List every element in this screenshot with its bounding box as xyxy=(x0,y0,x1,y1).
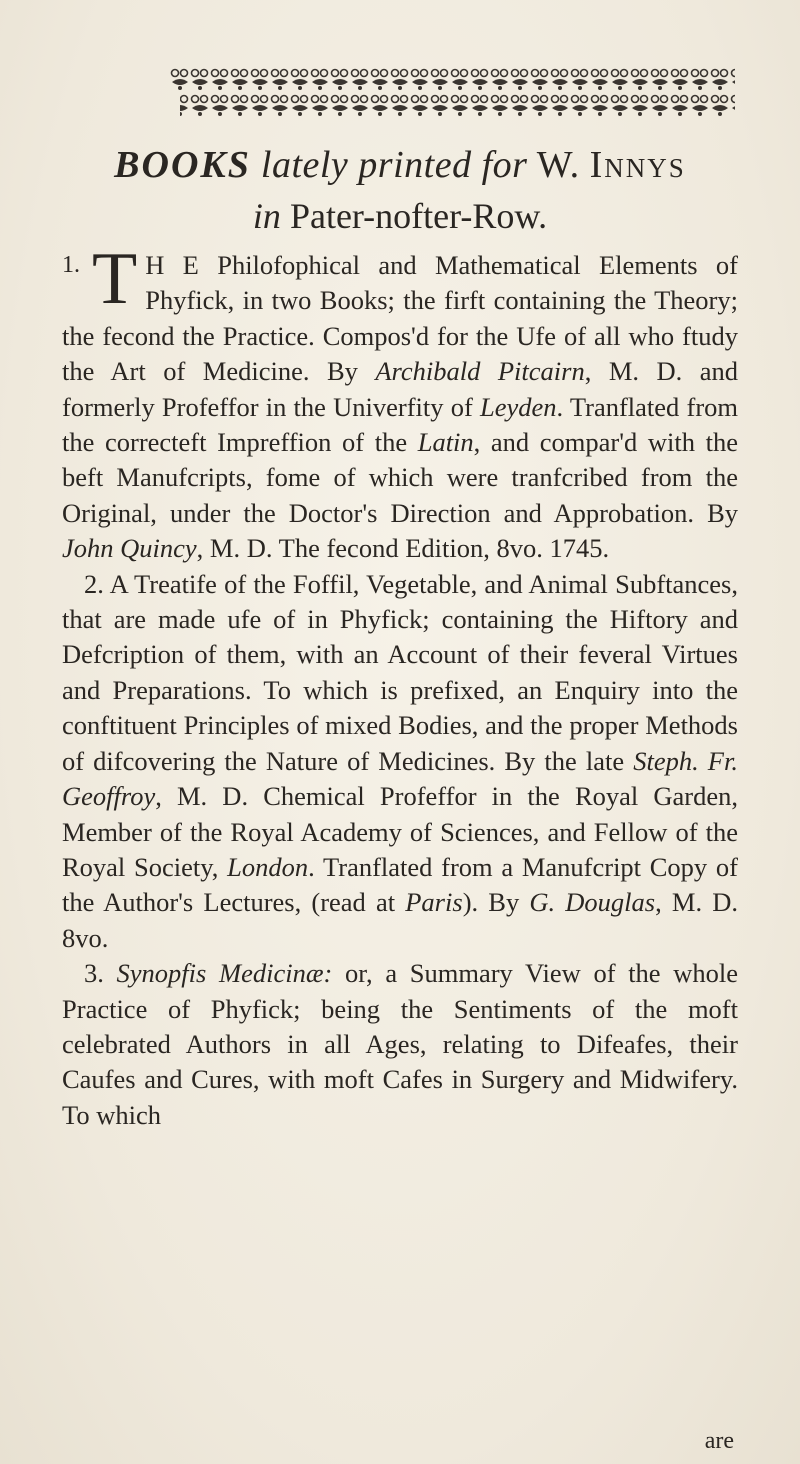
entry-text: , M. D. Chemical Profeffor in the Royal Garden, Member of the Royal Academy of Sciences, and Fellow of the Royal Society, xyxy=(62,781,738,882)
header-initial: W. xyxy=(536,144,580,186)
entry-text: , and compar'd with the beft Manufcripts, fome of which were tranfcribed from the Original, under the Doctor's Direction and Approbation. By xyxy=(62,427,738,528)
entry-translator: G. Douglas xyxy=(529,887,656,918)
entry-text: , M. D. The fecond Edition, 8vo. 1745. xyxy=(196,533,610,564)
entry-text: . Tranflated from a Manufcript Copy of the Author's Lectures, (read at xyxy=(62,851,738,918)
entry-place: Paris xyxy=(405,887,463,918)
entry-language: Latin xyxy=(417,427,474,458)
entry-text: , M. D. 8vo. xyxy=(62,887,738,953)
entry-text: H E Philofophical and Mathematical Elements of Phyfick, in two Books; the firft containing the Theory; the fecond the Practice. Compos'd for the Ufe of all who ftudy the Art of Medicine. By xyxy=(62,250,738,387)
entry-author: Archibald Pitcairn xyxy=(375,356,585,387)
header-location xyxy=(0,192,800,240)
entry-text: A Treatife of the Foffil, Vegetable, and Animal Subftances, that are made ufe of in Phyfick; containing the Hiftory and Defcription of them, with an Account of their feveral Virtues and Preparations. To which is prefixed, an Enquiry into the conftituent Principles of mixed Bodies, and the proper Methods of difcovering the Nature of Medicines. By the late xyxy=(62,568,738,776)
header-in: in xyxy=(252,196,281,236)
entry-place: London xyxy=(227,851,309,882)
header-street: Pater-nofter-Row. xyxy=(289,196,548,236)
list-item xyxy=(62,238,738,567)
ornamental-border-icon xyxy=(170,66,735,118)
entry-title: Synopfis Medicinæ: xyxy=(116,958,333,989)
entry-place: Leyden xyxy=(480,391,557,422)
list-item xyxy=(62,567,738,956)
entry-number: 2. xyxy=(84,568,104,599)
entry-number: 1. xyxy=(62,252,80,278)
entry-text: , M. D. and formerly Profeffor in the Univerfity of xyxy=(62,356,738,422)
header-books: BOOKS xyxy=(114,144,251,186)
entry-text: ). By xyxy=(462,887,530,918)
drop-cap: T xyxy=(92,238,138,320)
page-header xyxy=(0,140,800,240)
catchword: are xyxy=(704,1428,734,1454)
list-item xyxy=(62,956,738,1133)
entry-author: Steph. Fr. Geoffroy xyxy=(62,745,738,812)
entry-number: 3. xyxy=(84,958,104,989)
entry-text: . Tranflated from the correcteft Impreffion of the xyxy=(62,391,738,458)
entry-text: or, a Summary View of the whole Practice of Phyfick; being the Sentiments of the moft celebrated Authors in all Ages, relating to Difeafes, their Caufes and Cures, with moft Cafes in Surgery and Midwifery. To which xyxy=(62,958,739,1130)
entry-translator: John Quincy xyxy=(62,533,197,564)
header-title xyxy=(0,140,800,190)
book-list xyxy=(62,238,739,1133)
header-lately: lately printed for xyxy=(260,144,528,186)
header-publisher: Innys xyxy=(589,144,686,186)
